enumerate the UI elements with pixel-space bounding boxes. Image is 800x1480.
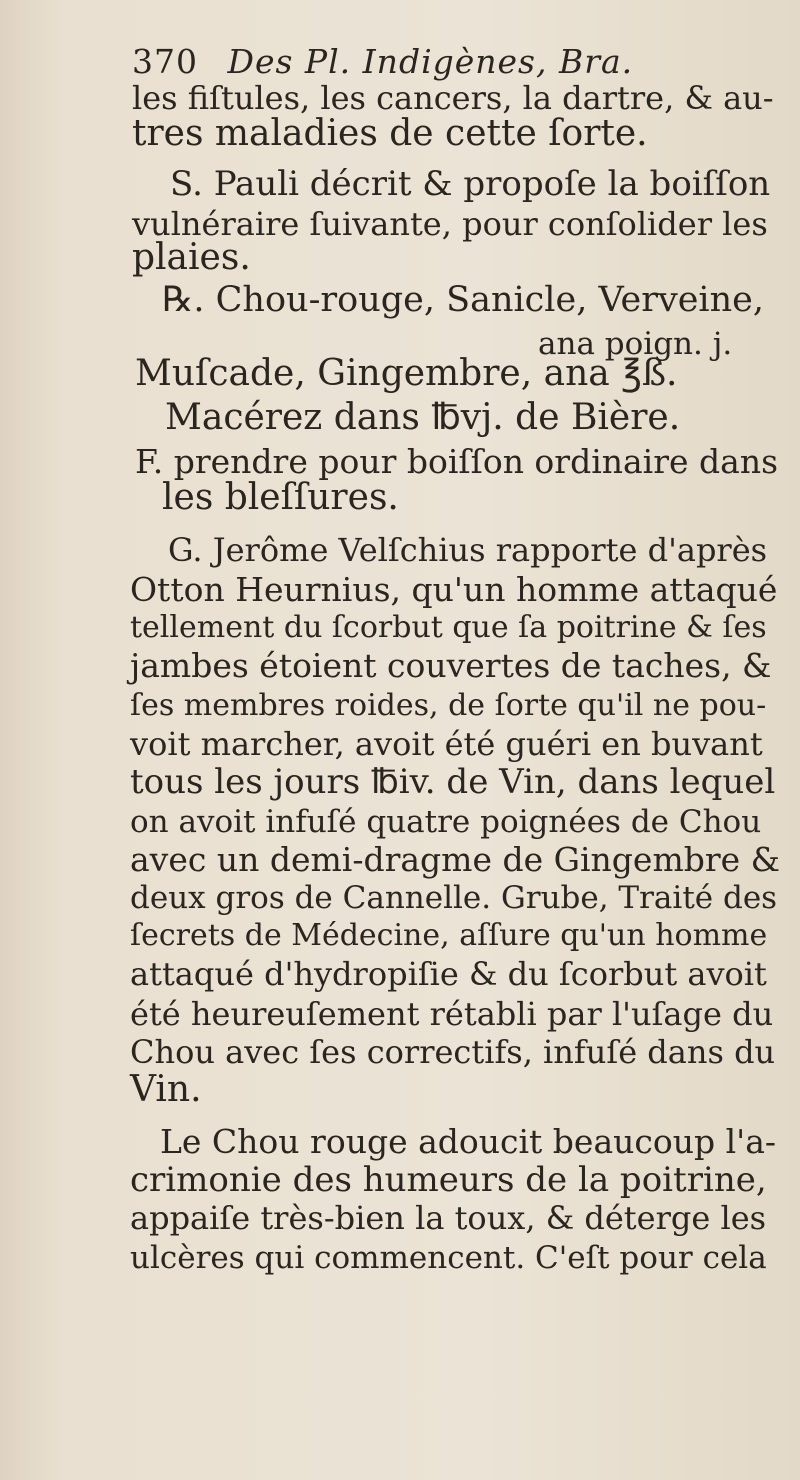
- text-line: ulcères qui commencent. C'eſt pour cela: [130, 1240, 767, 1276]
- text-line: G. Jerôme Velſchius rapporte d'après: [168, 531, 768, 569]
- text-line: été heureuſement rétabli par l'uſage du: [130, 995, 774, 1033]
- text-line: vulnéraire ſuivante, pour conſolider les: [132, 205, 768, 243]
- text-line: ſes membres roides, de ſorte qu'il ne pou-: [130, 688, 767, 723]
- page-number: 370: [132, 42, 198, 81]
- recipe-line: ℞. Chou-rouge, Sanicle, Verveine,: [162, 280, 765, 320]
- text-line: jambes étoient couvertes de taches, &: [130, 646, 772, 685]
- running-title: Des Pl. Indigènes, Bra.: [227, 42, 634, 81]
- recipe-line: Muſcade, Gingembre, ana ℥ß.: [135, 353, 678, 394]
- text-line: Chou avec ſes correctifs, infuſé dans du: [130, 1033, 776, 1071]
- text-line: deux gros de Cannelle. Grube, Traité des: [130, 880, 778, 916]
- recipe-quantity: ana poign. j.: [538, 326, 733, 362]
- text-line: F. prendre pour boiſſon ordinaire dans: [135, 442, 779, 481]
- text-line: les fiſtules, les cancers, la dartre, & au-: [132, 79, 774, 117]
- recipe-line: Macérez dans ℔vj. de Bière.: [165, 397, 681, 438]
- text-line: tres maladies de cette ſorte.: [132, 113, 648, 154]
- text-line: S. Pauli décrit & propoſe la boiſſon: [170, 164, 771, 204]
- text-line: Le Chou rouge adoucit beaucoup l'a-: [160, 1122, 777, 1161]
- text-line: crimonie des humeurs de la poitrine,: [130, 1160, 767, 1200]
- text-line: appaiſe très-bien la toux, & déterge les: [130, 1199, 767, 1237]
- text-line: Otton Heurnius, qu'un homme attaqué: [130, 570, 778, 609]
- text-line: voit marcher, avoit été guéri en buvant: [130, 725, 763, 763]
- text-line: attaqué d'hydropiſie & du ſcorbut avoit: [130, 955, 767, 993]
- text-line: tellement du ſcorbut que ſa poitrine & ſes: [130, 610, 767, 645]
- text-line: Vin.: [130, 1069, 202, 1110]
- text-line: tous les jours ℔iv. de Vin, dans lequel: [130, 762, 776, 802]
- text-line: les bleſſures.: [162, 477, 399, 518]
- text-line: ſecrets de Médecine, aſſure qu'un homme: [130, 918, 768, 953]
- text-line: avec un demi-dragme de Gingembre &: [130, 840, 781, 879]
- text-line: plaies.: [132, 237, 251, 278]
- text-line: on avoit infuſé quatre poignées de Chou: [130, 804, 762, 840]
